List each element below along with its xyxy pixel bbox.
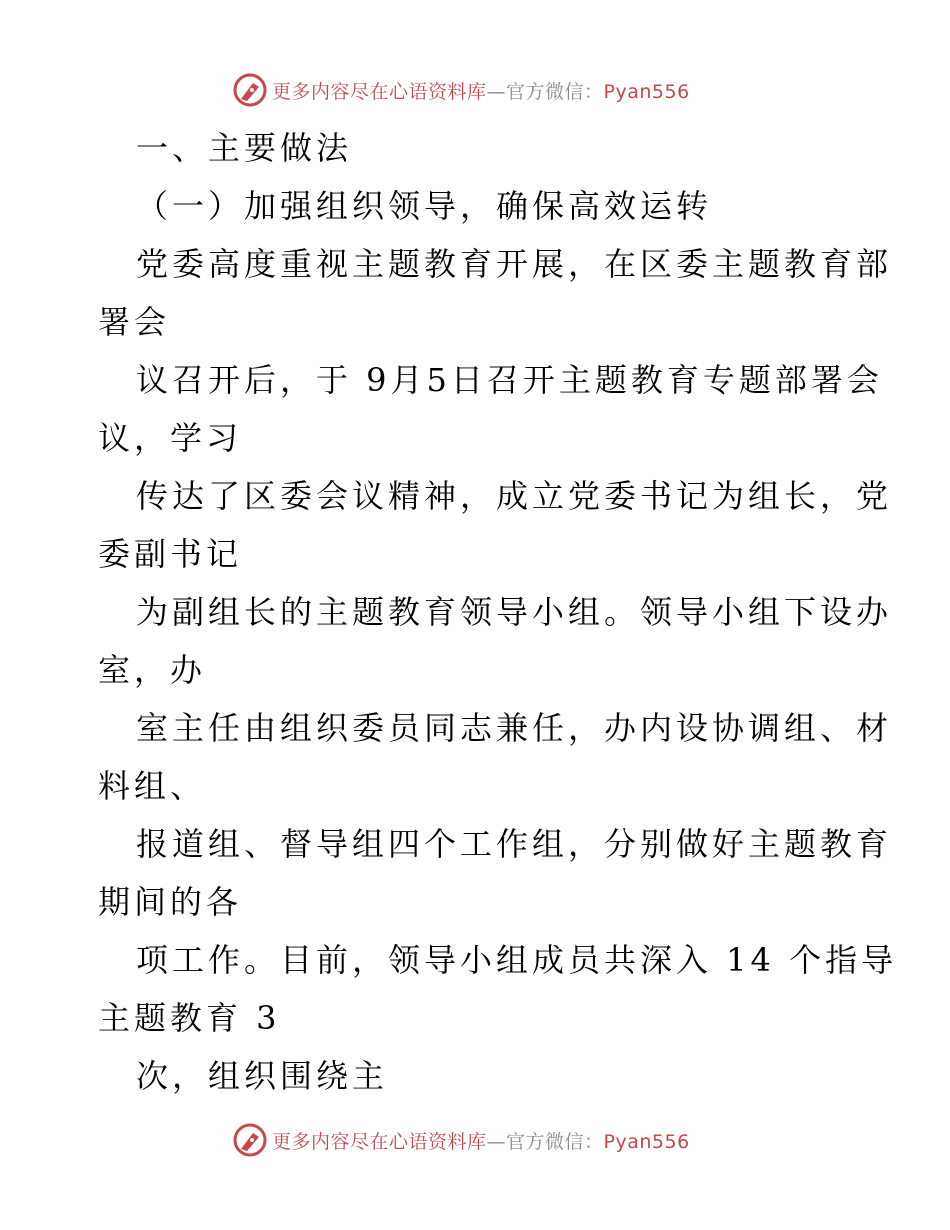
subsection-heading: （一）加强组织领导，确保高效运转 xyxy=(136,187,713,225)
watermark-official-label: 官方微信： xyxy=(506,80,604,103)
watermark-brand: 更多内容尽在心语资料库 xyxy=(272,80,487,103)
watermark-header xyxy=(232,70,690,110)
watermark-official-label: 官方微信： xyxy=(506,1130,604,1153)
watermark-account-id: Pyan556 xyxy=(603,80,690,103)
pen-nib-circle-icon xyxy=(232,72,268,108)
paragraph-line: 次，组织围绕主 xyxy=(136,1057,389,1095)
paragraph-line: 党委高度重视主题教育开展，在区委主题教育部 xyxy=(136,245,893,283)
paragraph-line: 议召开后，于 9月5日召开主题教育专题部署会 xyxy=(136,361,883,399)
watermark-footer xyxy=(232,1120,690,1160)
section-heading: 一、主要做法 xyxy=(136,129,353,167)
paragraph-line: 传达了区委会议精神，成立党委书记为组长，党 xyxy=(136,477,893,515)
paragraph-line: 期间的各 xyxy=(98,883,243,921)
paragraph-line: 室主任由组织委员同志兼任，办内设协调组、材 xyxy=(136,709,893,747)
paragraph-line: 报道组、督导组四个工作组，分别做好主题教育 xyxy=(136,825,893,863)
paragraph-line: 为副组长的主题教育领导小组。领导小组下设办 xyxy=(136,593,893,631)
paragraph-line: 署会 xyxy=(98,303,171,341)
watermark-text xyxy=(272,77,690,104)
paragraph-line: 料组、 xyxy=(98,767,207,805)
watermark-account-id: Pyan556 xyxy=(603,1130,690,1153)
paragraph-line: 项工作。目前，领导小组成员共深入 14 个指导 xyxy=(136,941,898,979)
paragraph-line: 主题教育 3 xyxy=(98,999,281,1037)
pen-nib-circle-icon xyxy=(232,1122,268,1158)
paragraph-line: 议，学习 xyxy=(98,419,243,457)
watermark-brand: 更多内容尽在心语资料库 xyxy=(272,1130,487,1153)
watermark-separator: — xyxy=(486,80,507,103)
paragraph-line: 委副书记 xyxy=(98,535,243,573)
paragraph-line: 室，办 xyxy=(98,651,207,689)
watermark-text xyxy=(272,1127,690,1154)
watermark-separator: — xyxy=(486,1130,507,1153)
